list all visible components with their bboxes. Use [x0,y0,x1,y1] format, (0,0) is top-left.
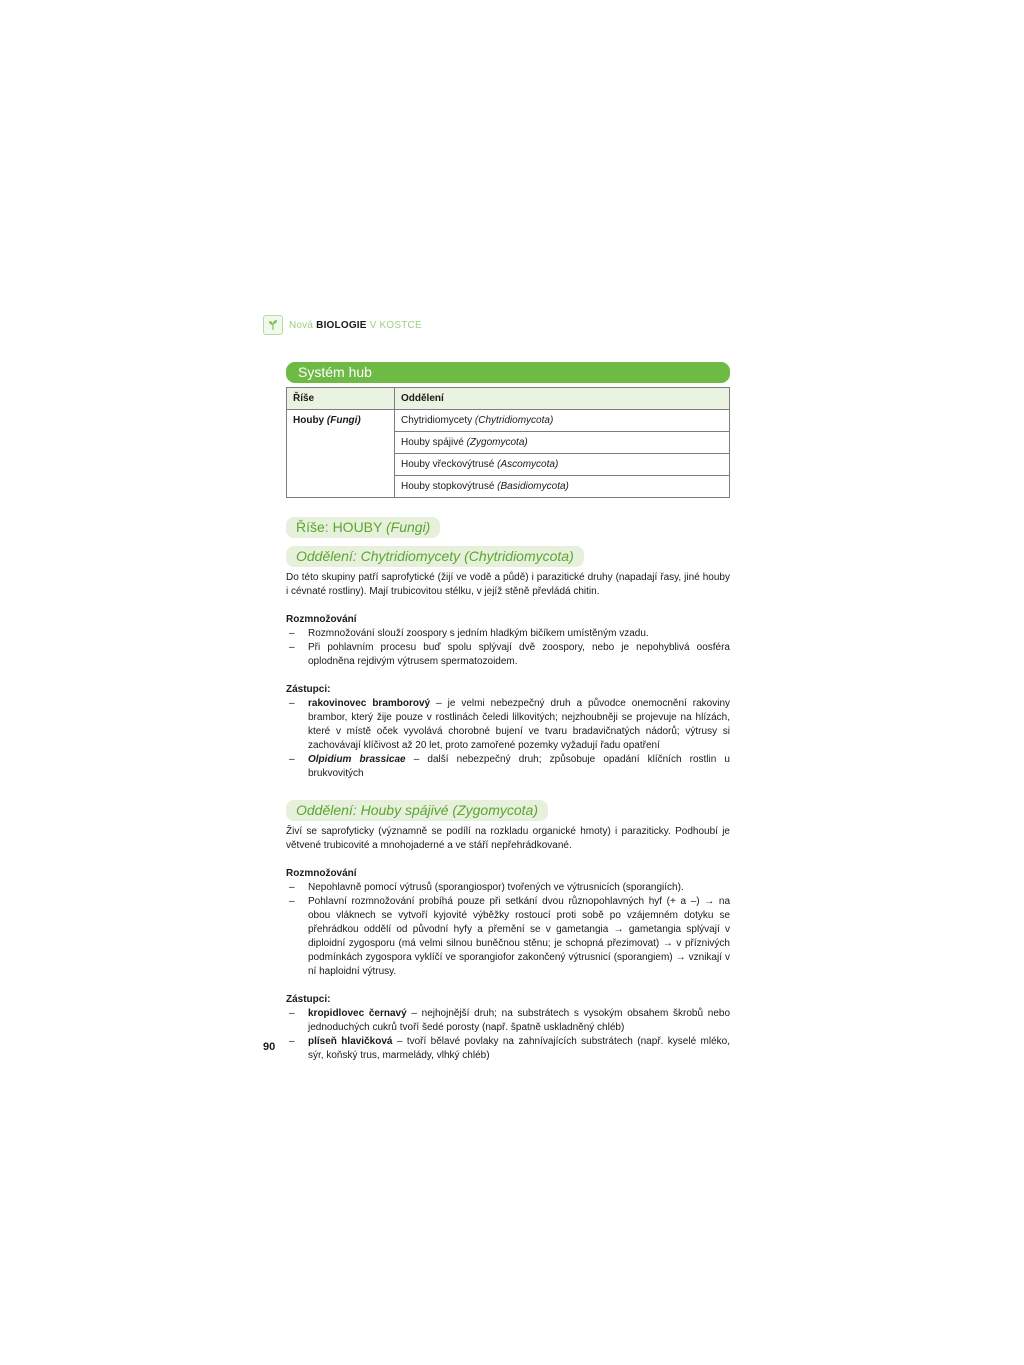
section-intro: Do této skupiny patří saprofytické (žijí ve vodě a půdě) i parazitické druhy (napadají řasy, jiné houby i cévnaté rostliny). Mají trubicovitou stélku, v jejíž stěně převládá chitin. [286,572,730,597]
subsection-title: Zástupci: [286,684,331,695]
representatives-list [286,697,730,781]
division-heading-zygomycota: Oddělení: Houby spájivé (Zygomycota) [286,800,548,821]
kingdom-cell: Houby (Fungi) [287,410,395,498]
subsection-title: Rozmnožování [286,614,357,625]
division-cell: Houby stopkovýtrusé (Basidiomycota) [395,476,730,498]
page-content [286,362,730,1063]
list-item: – plíseň hlavičková – tvoří bělavé povlaky na zahnívajících substrátech (např. kyselé mléko, sýr, koňský trus, marmelády, vlhký chléb) [289,1036,730,1061]
list-item: – rakovinovec bramborový – je velmi nebezpečný druh a původce onemocnění rakoviny brambor, který žije pouze v rostlinách čeledi lilkovitých; nejzhoubněji se projevuje na hlízách, které v místě oček vyvolává chorobné bujení ve tvaru bradavičnatých nádorů; výtrusy si zachovávají klíčivost až 20 let, proto zamořené pozemky vyžadují řadu opatření [289,698,731,751]
list-item: – Olpidium brassicae – další nebezpečný druh; způsobuje opadání klíčních rostlin u brukvovitých [289,754,730,779]
section-banner: Systém hub [286,362,730,383]
representatives-list [286,1007,730,1063]
list-item: – kropidlovec černavý – nejhojnější druh; na substrátech s vysokým obsahem škrobů nebo jednoduchých cukrů tvoří šedé porosty (např. špatně uskladněný chléb) [289,1008,731,1033]
table-row [287,410,730,432]
subsection-title: Rozmnožování [286,868,357,879]
brand-title: Nová BIOLOGIE V KOSTCE [289,319,422,331]
running-header [263,315,422,335]
list-item: – Při pohlavním procesu buď spolu splývají dvě zoospory, nebo je nepohyblivá oosféra oplodněna rejdivým výtrusem spermatozoidem. [289,642,730,667]
division-cell: Houby vřeckovýtrusé (Ascomycota) [395,454,730,476]
division-cell: Houby spájivé (Zygomycota) [395,432,730,454]
fungi-system-table [286,387,730,498]
section-intro: Živí se saprofyticky (významně se podílí na rozkladu organické hmoty) i paraziticky. Podhoubí je větvené trubicovité a mnohojaderné a ve stáří nepřehrádkované. [286,826,730,851]
division-cell: Chytridiomycety (Chytridiomycota) [395,410,730,432]
kingdom-heading: Říše: HOUBY (Fungi) [286,517,440,538]
reproduction-list [286,881,730,979]
subsection-title: Zástupci: [286,994,331,1005]
division-heading-chytridiomycota: Oddělení: Chytridiomycety (Chytridiomycota) [286,546,584,567]
table-header-row [287,388,730,410]
list-item: – Nepohlavně pomocí výtrusů (sporangiospor) tvořených ve výtrusnicích (sporangiích). [289,882,684,893]
table-header-cell: Říše [287,388,395,410]
list-item: – Rozmnožování slouží zoospory s jedním hladkým bičíkem umístěným vzadu. [289,628,649,639]
sprout-icon [263,315,283,335]
reproduction-list [286,627,730,669]
page-number: 90 [263,1041,276,1053]
table-header-cell: Oddělení [395,388,730,410]
list-item: – Pohlavní rozmnožování probíhá pouze při setkání dvou různopohlavných hyf (+ a –) → na obou vláknech se vytvoří kyjovité výběžky rostoucí proti sobě po vzájemném dotyku se přehrádkou oddělí od původní hyfy a přemění se v gametangia → gametangia splývají v diploidní zygosporu (má velmi silnou buněčnou stěnu; je schopná přezimovat) → v příznivých podmínkách zygospora vyklíčí ve sporangiofor zakončený výtrusnicí (sporangiem) → vznikají v ní haploidní výtrusy. [289,896,730,977]
